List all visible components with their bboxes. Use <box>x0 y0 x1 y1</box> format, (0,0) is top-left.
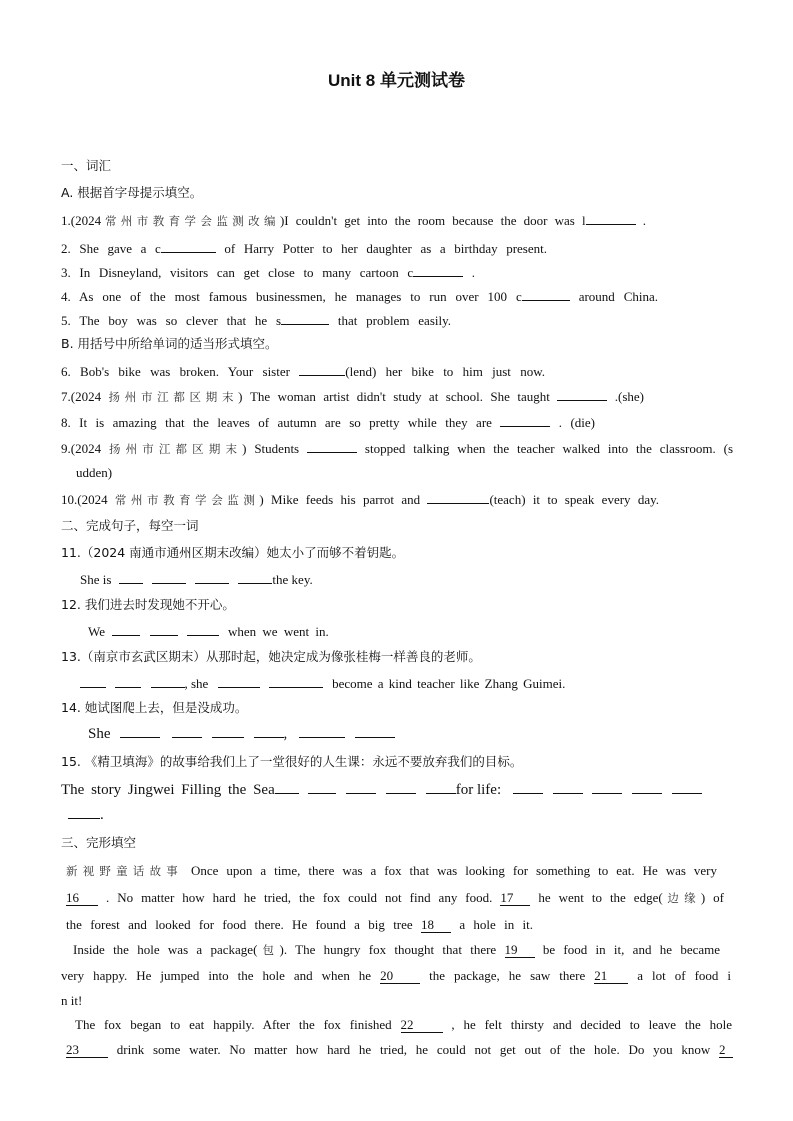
answer-blank[interactable] <box>427 491 489 504</box>
section-3-heading: 三、完形填空 <box>61 835 137 850</box>
cloze-line-3: the forest and looked for food there. He found a big tree 18 a hole in it. <box>66 917 534 932</box>
answer-blank[interactable] <box>586 212 636 225</box>
page-title: Unit 8 单元测试卷 <box>328 71 465 90</box>
answer-blank[interactable] <box>238 571 272 584</box>
question-15-answer-continued: . <box>68 806 740 824</box>
question-11-prompt: 11.（2024 南通市通州区期末改编）她太小了而够不着钥匙。 <box>61 545 405 560</box>
answer-blank[interactable] <box>413 264 463 277</box>
cloze-blank-18[interactable]: 18 <box>421 918 451 933</box>
answer-blank[interactable] <box>386 781 416 794</box>
question-4: 4. As one of the most famous businessmen, he manages to run over 100 c around China. <box>61 289 659 304</box>
answer-blank[interactable] <box>355 725 395 738</box>
question-8: 8. It is amazing that the leaves of autumn are so pretty while they are . (die) <box>61 415 596 430</box>
answer-blank[interactable] <box>115 675 141 688</box>
question-9-continued: udden) <box>76 465 113 480</box>
question-1: 1.(2024常州市教育学会监测改编)I couldn't get into the room because the door was l . <box>61 213 647 228</box>
section-1-heading: 一、词汇 <box>61 158 112 173</box>
cloze-blank-23[interactable]: 23 <box>66 1043 108 1058</box>
cloze-line-8: 23 drink some water. No matter how hard he tried, he could not get out of the hole. Do you know 2 <box>66 1042 733 1058</box>
cloze-blank-24[interactable]: 2 <box>719 1043 733 1058</box>
source-note: 新视野童话故事 <box>66 864 184 878</box>
part-a-instruction: A. 根据首字母提示填空。 <box>61 185 203 200</box>
cloze-line-5: very happy. He jumped into the hole and when he 20 the package, he saw there 21 a lot of food i <box>61 968 732 983</box>
cloze-blank-21[interactable]: 21 <box>594 969 628 984</box>
answer-blank[interactable] <box>120 725 160 738</box>
cloze-blank-20[interactable]: 20 <box>380 969 420 984</box>
answer-blank[interactable] <box>254 725 284 738</box>
answer-blank[interactable] <box>307 440 357 453</box>
cloze-blank-17[interactable]: 17 <box>500 891 530 906</box>
question-7: 7.(2024 扬州市江都区期末) The woman artist didn't study at school. She taught .(she) <box>61 389 645 404</box>
question-10: 10.(2024 常州市教育学会监测) Mike feeds his parrot and (teach) it to speak every day. <box>61 492 660 507</box>
cloze-line-4: Inside the hole was a package(包). The hungry fox thought that there 19 be food in it, and he became <box>73 942 721 957</box>
question-11-answer-line: She is the key. <box>80 572 313 587</box>
answer-blank[interactable] <box>80 675 106 688</box>
source-note: 扬州市江都区期末 <box>108 390 239 404</box>
answer-blank[interactable] <box>218 675 260 688</box>
answer-blank[interactable] <box>161 240 216 253</box>
question-15-prompt: 15. 《精卫填海》的故事给我们上了一堂很好的人生课：永远不要放弃我们的目标。 <box>61 754 523 769</box>
question-5: 5. The boy was so clever that he s that problem easily. <box>61 313 452 328</box>
answer-blank[interactable] <box>632 781 662 794</box>
question-14-answer-line: She , <box>88 725 760 743</box>
cloze-line-7: The fox began to eat happily. After the fox finished 22 , he felt thirsty and decided to leave the hole <box>75 1017 733 1032</box>
cloze-line-6: n it! <box>61 993 83 1008</box>
question-9: 9.(2024 扬州市江都区期末) Students stopped talking when the teacher walked into the classroom. (s <box>61 441 734 456</box>
answer-blank[interactable] <box>672 781 702 794</box>
answer-blank[interactable] <box>275 781 299 794</box>
question-12-prompt: 12. 我们进去时发现她不开心。 <box>61 597 235 612</box>
answer-blank[interactable] <box>152 571 186 584</box>
question-6: 6. Bob's bike was broken. Your sister (lend) her bike to him just now. <box>61 364 546 379</box>
cloze-blank-19[interactable]: 19 <box>505 943 535 958</box>
answer-blank[interactable] <box>426 781 456 794</box>
source-note: 扬州市江都区期末 <box>108 442 243 456</box>
section-2-heading: 二、完成句子，每空一词 <box>61 518 199 533</box>
source-note: 常州市教育学会监测改编 <box>101 214 280 228</box>
answer-blank[interactable] <box>522 288 570 301</box>
answer-blank[interactable] <box>592 781 622 794</box>
question-14-prompt: 14. 她试图爬上去，但是没成功。 <box>61 700 248 715</box>
answer-blank[interactable] <box>187 623 219 636</box>
answer-blank[interactable] <box>269 675 323 688</box>
cloze-blank-16[interactable]: 16 <box>66 891 98 906</box>
question-2: 2. She gave a c of Harry Potter to her daughter as a birthday present. <box>61 241 548 256</box>
source-note: 常州市教育学会监测 <box>114 493 260 507</box>
cloze-line-2: 16 . No matter how hard he tried, the fox could not find any food. 17 he went to the edge(边缘) of <box>66 890 725 905</box>
answer-blank[interactable] <box>299 725 345 738</box>
answer-blank[interactable] <box>112 623 140 636</box>
cloze-line-1: 新视野童话故事 Once upon a time, there was a fox that was looking for something to eat. He was very <box>66 863 717 878</box>
question-13-answer-line: , she become a kind teacher like Zhang Guimei. <box>80 675 752 692</box>
answer-blank[interactable] <box>68 806 100 819</box>
answer-blank[interactable] <box>513 781 543 794</box>
question-13-prompt: 13.（南京市玄武区期末）从那时起，她决定成为像张桂梅一样善良的老师。 <box>61 649 481 664</box>
answer-blank[interactable] <box>308 781 336 794</box>
answer-blank[interactable] <box>500 414 550 427</box>
answer-blank[interactable] <box>346 781 376 794</box>
question-3: 3. In Disneyland, visitors can get close to many cartoon c . <box>61 265 475 280</box>
answer-blank[interactable] <box>119 571 143 584</box>
question-12-answer-line: We when we went in. <box>88 624 329 639</box>
answer-blank[interactable] <box>150 623 178 636</box>
part-b-instruction: B. 用括号中所给单词的适当形式填空。 <box>61 336 278 351</box>
cloze-blank-22[interactable]: 22 <box>401 1018 443 1033</box>
answer-blank[interactable] <box>281 312 329 325</box>
answer-blank[interactable] <box>557 388 607 401</box>
answer-blank[interactable] <box>172 725 202 738</box>
question-15-answer-line: The story Jingwei Filling the Sea for life: <box>61 781 733 799</box>
answer-blank[interactable] <box>212 725 244 738</box>
answer-blank[interactable] <box>195 571 229 584</box>
answer-blank[interactable] <box>151 675 185 688</box>
answer-blank[interactable] <box>553 781 583 794</box>
answer-blank[interactable] <box>299 363 345 376</box>
